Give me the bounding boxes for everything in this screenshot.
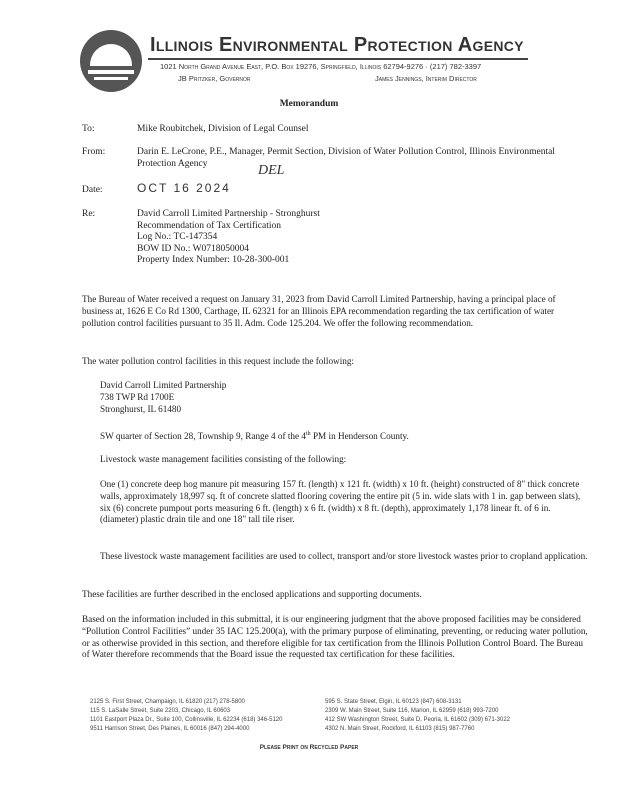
usage-statement: These livestock waste management facilities are used to collect, transport and/or store livestock wastes prior to cropland application.: [100, 551, 588, 561]
handwritten-initials: DEL: [258, 163, 285, 178]
intro-paragraph: The Bureau of Water received a request on January 31, 2023 from David Carroll Limited Partnership, having a principal place of business at, 1626 E Co Rd 1300, Carthage, IL 62321 for an Illinois EPA recommendation regarding the tax certification of water pollution control facilities pursuant to 35 Il. Adm. Code 125.204. We offer the following recommendation.: [82, 294, 556, 328]
office-address: 2125 S. First Street, Champaign, IL 61820 (217) 278-5800: [90, 699, 245, 705]
further-described: These facilities are further described in the enclosed applications and supporting documents.: [82, 589, 422, 599]
address-line: David Carroll Limited Partnership: [100, 380, 227, 390]
address-line: Stronghurst, IL 61480: [100, 403, 182, 414]
agency-seal-logo: [80, 30, 142, 92]
date-label: Date:: [82, 185, 103, 195]
office-address: 115 S. LaSalle Street, Suite 2203, Chicago, IL 60603: [90, 708, 231, 714]
re-line: Log No.: TC-147354: [137, 232, 218, 242]
letterhead-divider: [148, 58, 528, 60]
office-address: 2309 W. Main Street, Suite 116, Marion, IL 62959 (618) 993-7200: [325, 708, 499, 714]
facilities-intro: The water pollution control facilities in this request include the following:: [82, 356, 354, 366]
legal-location: SW quarter of Section 28, Township 9, Range 4 of the 4th PM in Henderson County.: [100, 431, 409, 442]
to-value: Mike Roubitchek, Division of Legal Counsel: [137, 124, 309, 134]
agency-name: Illinois Environmental Protection Agency: [150, 34, 524, 56]
recommendation-paragraph: Based on the information included in this submittal, it is our engineering judgment that the above proposed facilities may be considered “Pollution Control Facilities” under 35 IAC 125.200(a), with the primary purpose of eliminating, preventing, or reducing water pollution, or as otherwise provided in this section, and therefore eligible for tax certification from the Illinois Pollution Control Board. The Bureau of Water therefore recommends that the Board issue the requested tax certification for these facilities.: [82, 614, 588, 660]
recycled-paper-note: Please Print on Recycled Paper: [259, 744, 359, 751]
office-address: 9511 Harrison Street, Des Plaines, IL 60016 (847) 294-4000: [90, 726, 250, 732]
facility-address: [100, 380, 588, 415]
office-address: 4302 N. Main Street, Rockford, IL 61103 (815) 987-7760: [325, 726, 475, 732]
office-address: 1101 Eastport Plaza Dr., Suite 100, Collinsville, IL 62234 (618) 346-5120: [90, 717, 283, 723]
agency-address: 1021 North Grand Avenue East, P.O. Box 19276, Springfield, Illinois 62794-9276 · (217) 782-3397: [160, 62, 482, 71]
date-stamp: OCT 16 2024: [137, 181, 231, 195]
memo-title: Memorandum: [279, 99, 339, 109]
from-label: From:: [82, 147, 106, 157]
footer-offices-right: [325, 698, 510, 734]
to-label: To:: [82, 124, 95, 134]
re-line: BOW ID No.: W0718050004: [137, 243, 250, 254]
office-address: 412 SW Washington Street, Suite D, Peoria, IL 61602 (309) 671-3022: [325, 717, 510, 723]
governor-name: JB Pritzker, Governor: [178, 74, 251, 83]
re-block: [137, 209, 320, 267]
office-address: 595 S. State Street, Elgin, IL 60123 (847) 608-3131: [325, 699, 462, 705]
re-line: David Carroll Limited Partnership - Stronghurst: [137, 209, 320, 219]
re-line: Property Index Number: 10-28-300-001: [137, 255, 290, 265]
director-name: James Jennings, Interim Director: [375, 74, 477, 83]
concrete-pit-description: One (1) concrete deep hog manure pit measuring 157 ft. (length) x 121 ft. (width) x 10 ft. (height) constructed of 8" thick concrete walls, approximately 18,997 sq. ft of concrete slatted flooring covering the entire pit (5 in. wide slats with 1 in. gap between slats), six (6) concrete pumpout ports measuring 6 ft. (length) x 6 ft. (width) x 8 ft. (depth), approximately 1,178 linear ft. of 6 in. (diameter) plastic drain tile and one 18" tall tile riser.: [100, 479, 581, 525]
address-line: 738 TWP Rd 1700E: [100, 391, 175, 402]
re-line: Recommendation of Tax Certification: [137, 220, 281, 231]
from-value: Darin E. LeCrone, P.E., Manager, Permit Section, Division of Water Pollution Control, Illinois Environmental Protection Agency: [137, 147, 555, 169]
re-label: Re:: [82, 209, 96, 219]
footer-offices-left: [90, 698, 282, 734]
waste-facilities-intro: Livestock waste management facilities consisting of the following:: [100, 454, 347, 464]
